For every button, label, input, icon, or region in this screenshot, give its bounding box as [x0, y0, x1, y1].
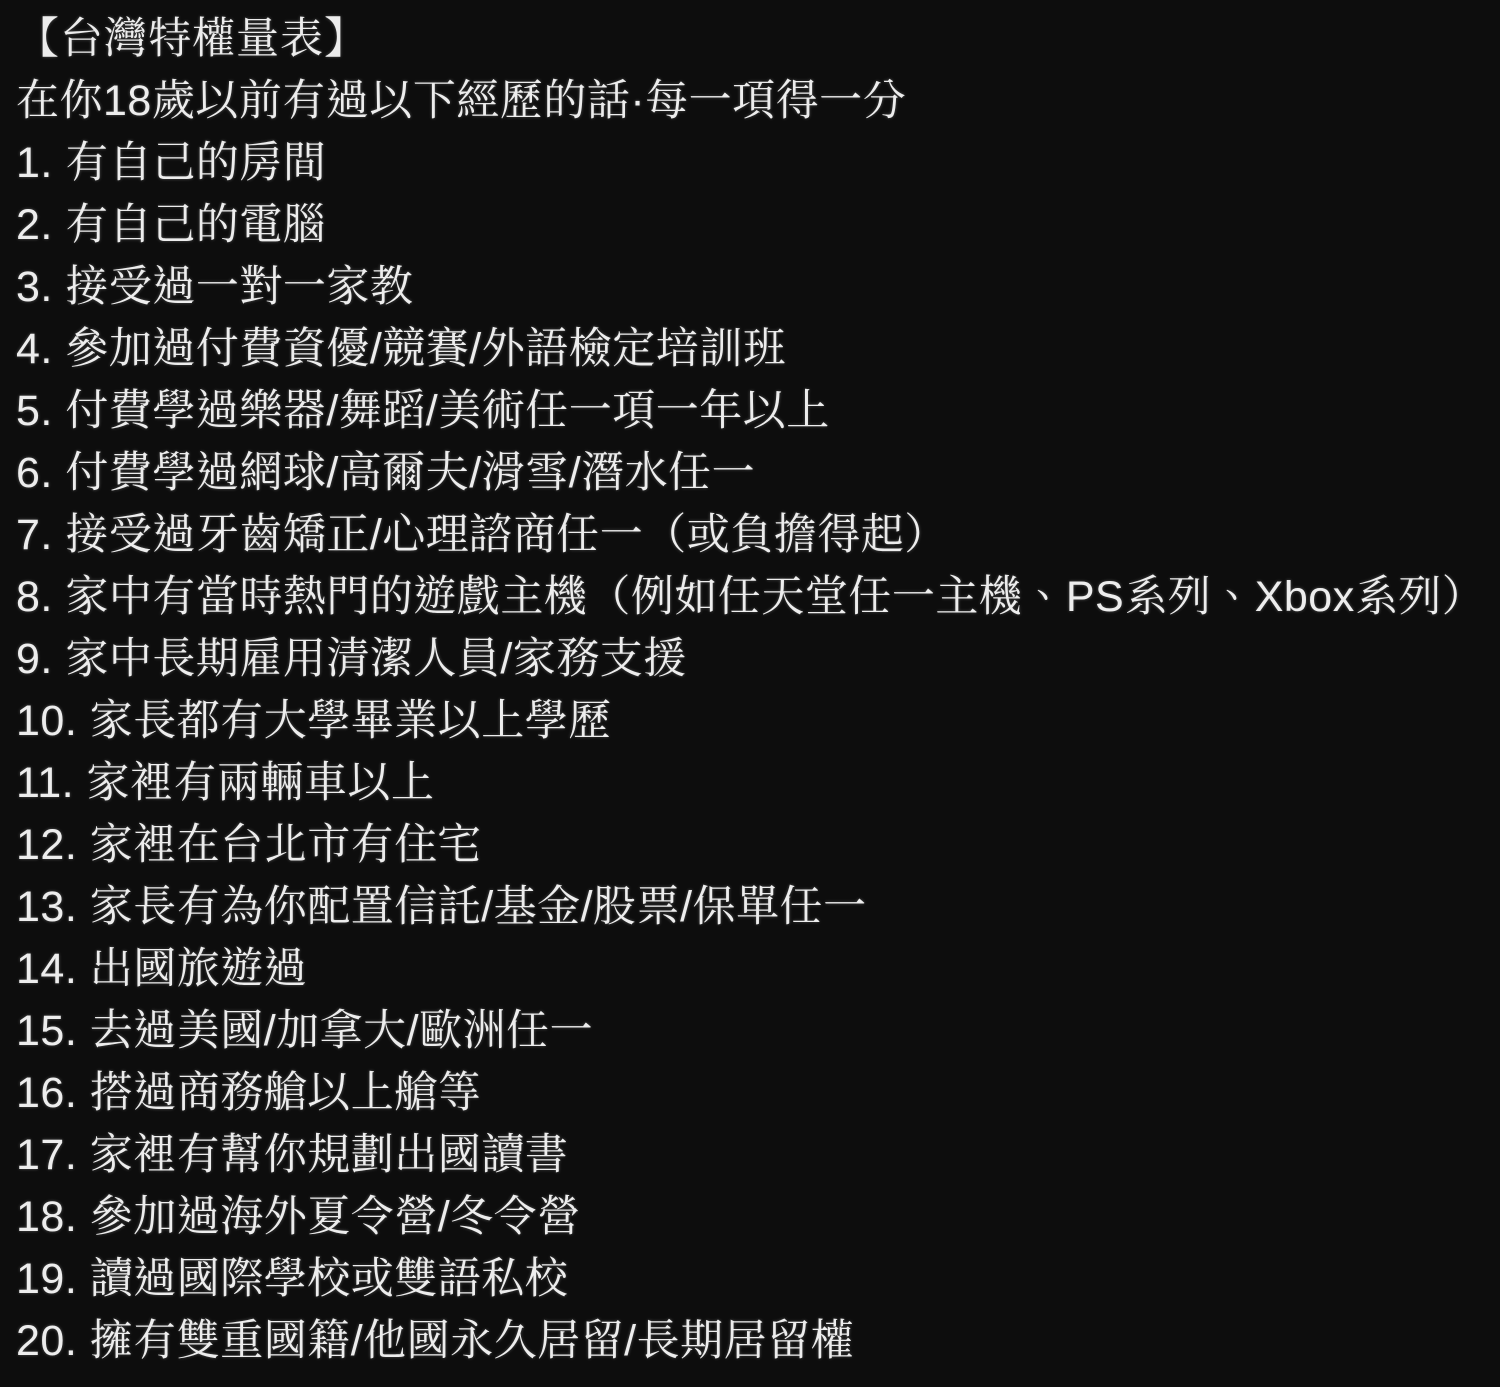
list-item — [16, 132, 1490, 194]
item-text: 讀過國際學校或雙語私校 — [89, 1255, 569, 1303]
list-item — [16, 876, 1490, 938]
list-item — [16, 380, 1490, 442]
item-number: 14. — [16, 945, 78, 993]
item-text: 家長都有大學畢業以上學歷 — [89, 697, 612, 745]
list-item — [16, 814, 1490, 876]
list-item — [16, 1310, 1490, 1372]
item-number: 2. — [16, 201, 53, 249]
list-item — [16, 1248, 1490, 1310]
item-number: 4. — [16, 325, 53, 373]
list-item — [16, 504, 1490, 566]
list-item — [16, 256, 1490, 318]
item-number: 7. — [16, 511, 53, 559]
list-item — [16, 1186, 1490, 1248]
item-number: 16. — [16, 1069, 78, 1117]
item-number: 12. — [16, 821, 78, 869]
item-number: 10. — [16, 697, 78, 745]
list-item — [16, 752, 1490, 814]
list-item — [16, 1124, 1490, 1186]
item-number: 15. — [16, 1007, 78, 1055]
list-item — [16, 194, 1490, 256]
page-title: 【台灣特權量表】 — [16, 15, 368, 63]
item-number: 18. — [16, 1193, 78, 1241]
item-number: 19. — [16, 1255, 78, 1303]
list-item — [16, 1000, 1490, 1062]
item-text: 家裡在台北市有住宅 — [89, 821, 482, 869]
list-item — [16, 1062, 1490, 1124]
item-text: 擁有雙重國籍/他國永久居留/長期居留權 — [89, 1317, 855, 1365]
item-text: 接受過牙齒矯正/心理諮商任一（或負擔得起） — [65, 511, 948, 559]
item-text: 接受過一對一家教 — [65, 263, 414, 311]
item-number: 20. — [16, 1317, 78, 1365]
item-number: 9. — [16, 635, 53, 683]
item-number: 6. — [16, 449, 53, 497]
item-text: 付費學過樂器/舞蹈/美術任一項一年以上 — [65, 387, 830, 435]
item-text: 參加過海外夏令營/冬令營 — [89, 1193, 581, 1241]
item-text: 有自己的電腦 — [65, 201, 327, 249]
item-number: 1. — [16, 139, 53, 187]
item-text: 家裡有兩輛車以上 — [86, 759, 435, 807]
item-number: 17. — [16, 1131, 78, 1179]
item-number: 5. — [16, 387, 53, 435]
item-text: 出國旅遊過 — [89, 945, 308, 993]
item-text: 付費學過網球/高爾夫/滑雪/潛水任一 — [65, 449, 756, 497]
item-text: 家中有當時熱門的遊戲主機（例如任天堂任一主機、PS系列、Xbox系列） — [65, 573, 1486, 621]
list-item — [16, 690, 1490, 752]
item-text: 去過美國/加拿大/歐洲任一 — [89, 1007, 594, 1055]
list-item — [16, 938, 1490, 1000]
item-text: 搭過商務艙以上艙等 — [89, 1069, 482, 1117]
item-number: 13. — [16, 883, 78, 931]
list-item — [16, 628, 1490, 690]
item-number: 3. — [16, 263, 53, 311]
item-text: 家中長期雇用清潔人員/家務支援 — [65, 635, 687, 683]
item-text: 參加過付費資優/競賽/外語檢定培訓班 — [65, 325, 787, 373]
intro-text: 在你18歲以前有過以下經歷的話·每一項得一分 — [16, 77, 907, 125]
list-item — [16, 566, 1490, 628]
item-text: 家裡有幫你規劃出國讀書 — [89, 1131, 569, 1179]
item-text: 有自己的房間 — [65, 139, 327, 187]
item-number: 8. — [16, 573, 53, 621]
list-item — [16, 318, 1490, 380]
item-number: 11. — [16, 759, 75, 807]
item-text: 家長有為你配置信託/基金/股票/保單任一 — [89, 883, 867, 931]
list-item — [16, 442, 1490, 504]
